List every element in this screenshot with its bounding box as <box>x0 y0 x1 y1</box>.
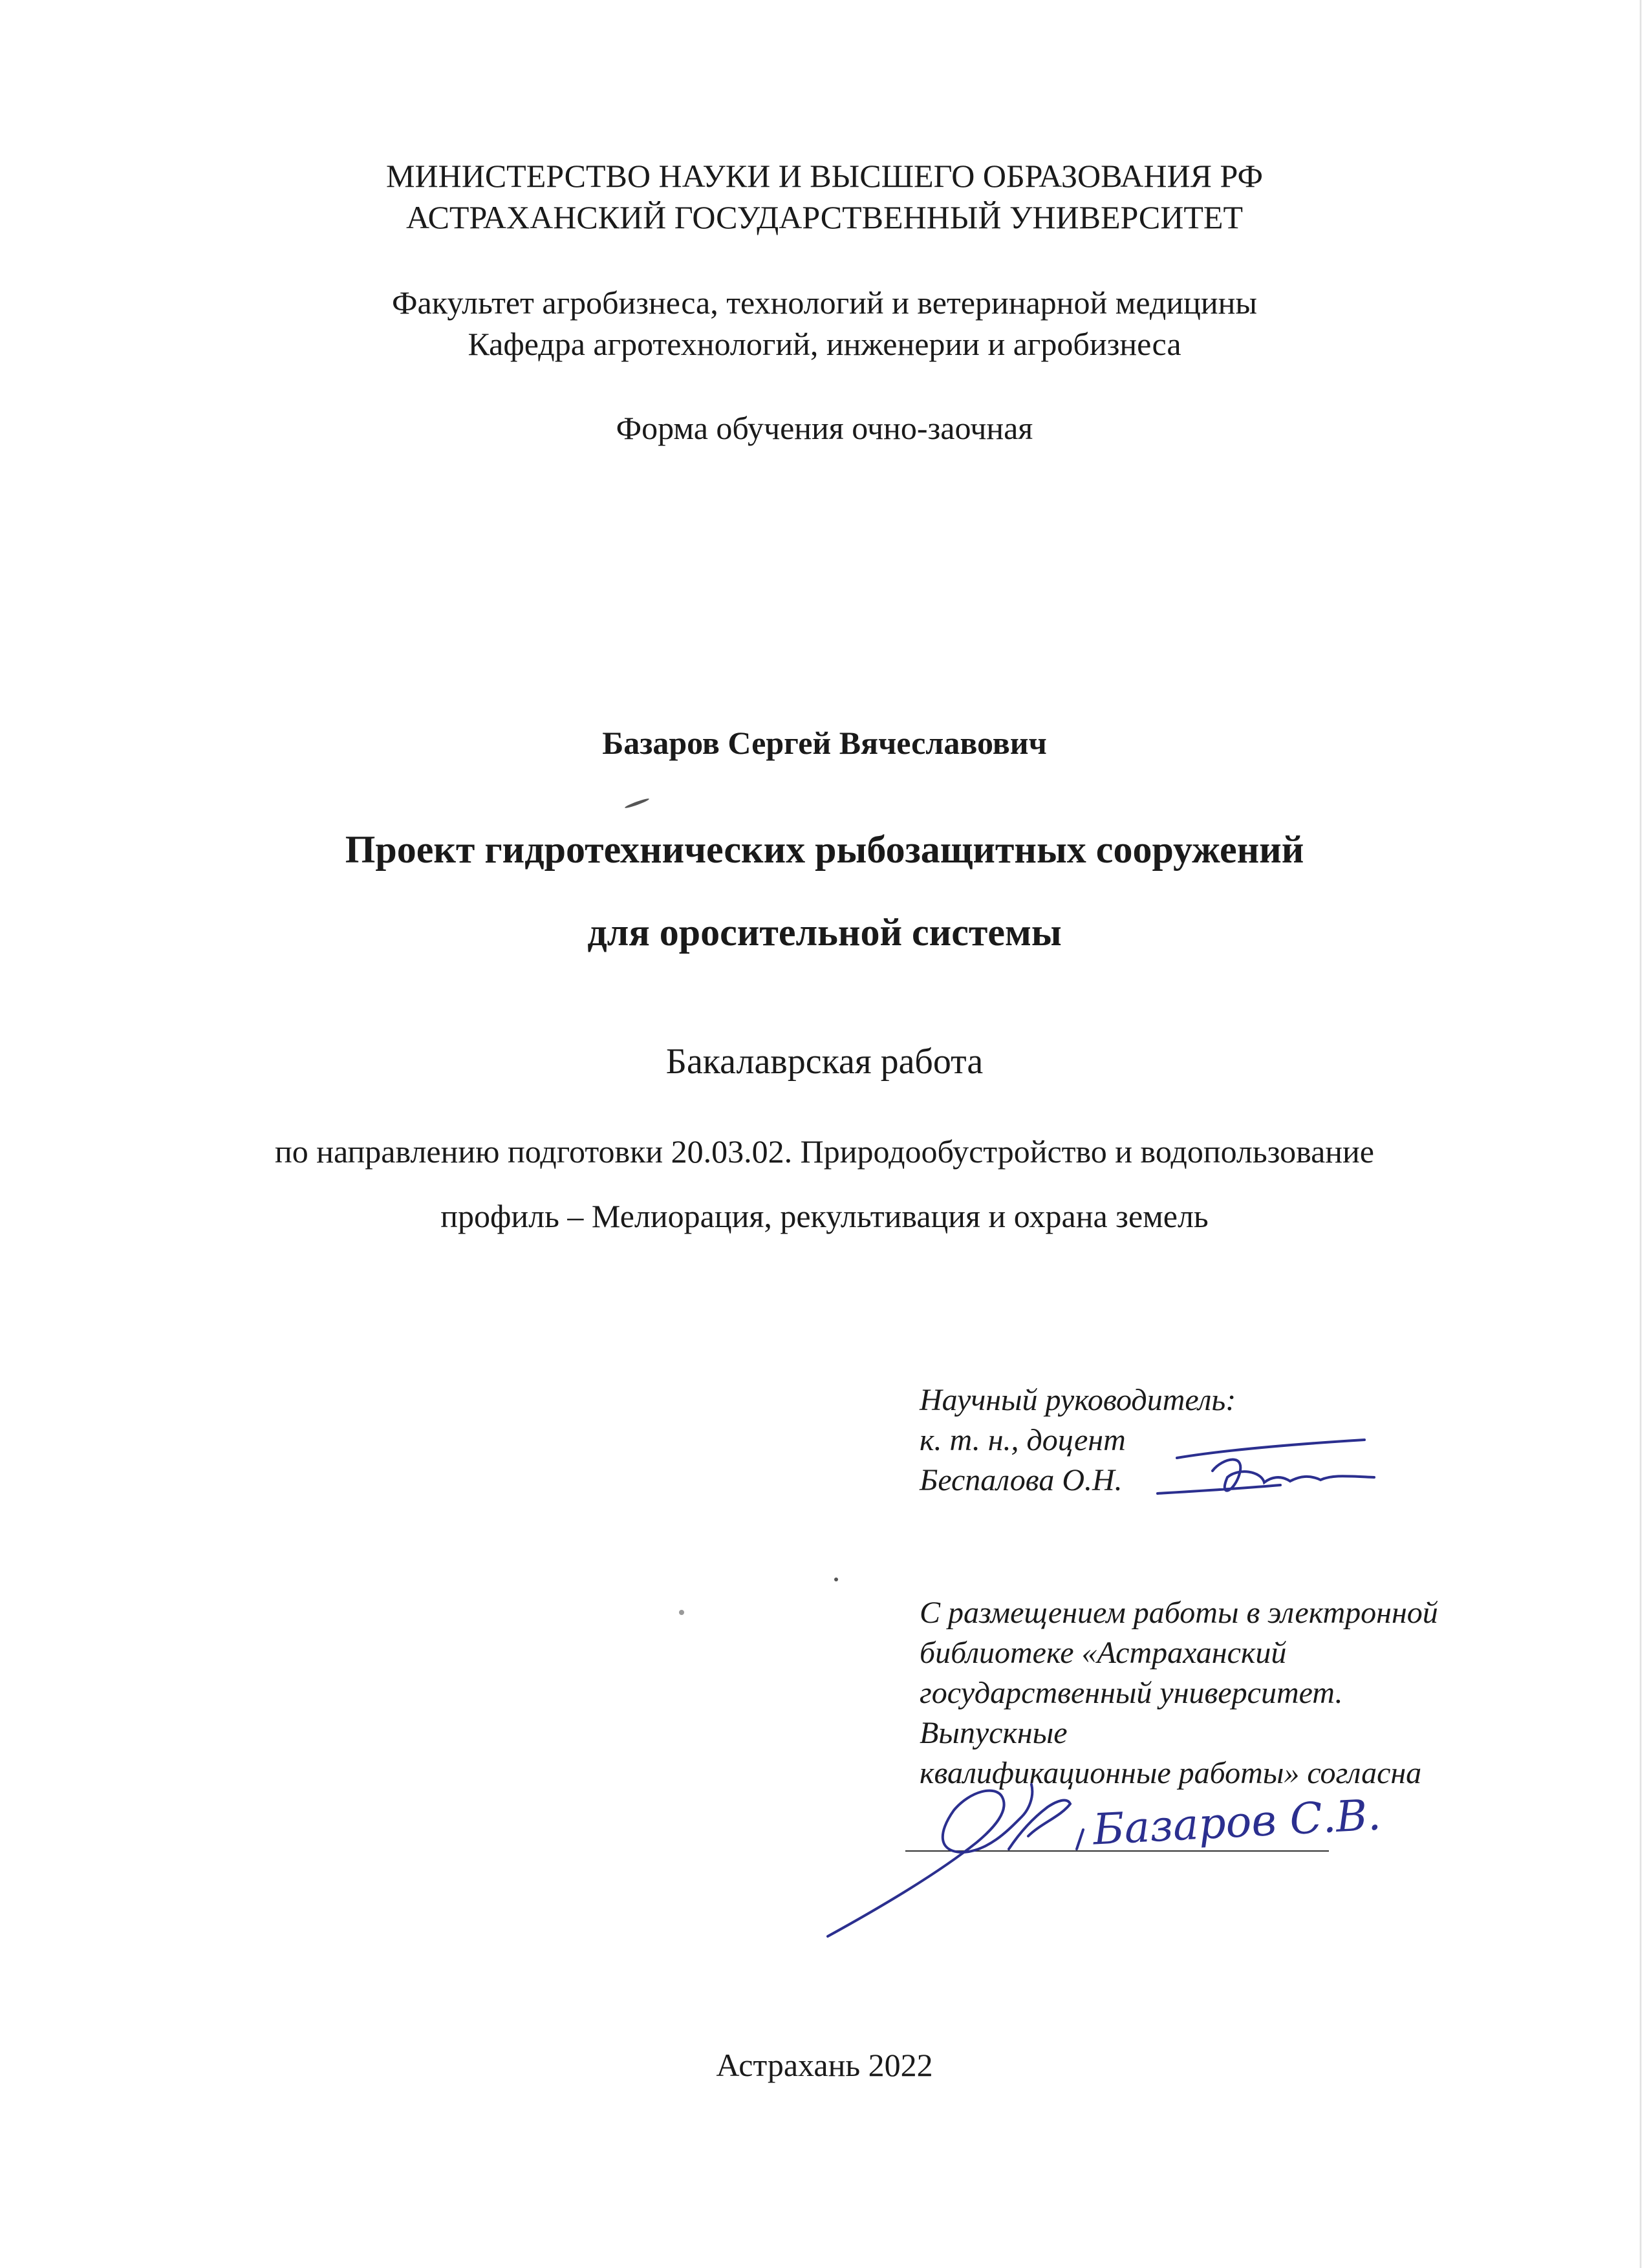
ministry-line: МИНИСТЕРСТВО НАУКИ И ВЫСШЕГО ОБРАЗОВАНИЯ РФ <box>386 158 1263 194</box>
university-line: АСТРАХАНСКИЙ ГОСУДАРСТВЕННЫЙ УНИВЕРСИТЕТ <box>405 199 1244 235</box>
author-name: Базаров Сергей Вячеславович <box>602 725 1047 761</box>
direction-line-1: по направлению подготовки 20.03.02. Природообустройство и водопользование <box>275 1133 1374 1170</box>
consent-block <box>920 1593 1438 1793</box>
consent-line-4: Выпускные <box>920 1716 1068 1750</box>
scan-speck <box>679 1610 684 1615</box>
consent-line-1: С размещением работы в электронной <box>920 1596 1438 1630</box>
supervisor-signature <box>1151 1432 1384 1516</box>
consent-line-2: библиотеке «Астраханский <box>920 1636 1287 1670</box>
thesis-title-line-2: для оросительной системы <box>587 911 1062 954</box>
student-handwritten-name: Базаров С.В. <box>1092 1790 1383 1855</box>
department-line: Кафедра агротехнологий, инженерии и агробизнеса <box>468 326 1181 362</box>
scan-speck <box>834 1578 838 1581</box>
direction-line-2: профиль – Мелиорация, рекультивация и охрана земель <box>440 1198 1209 1234</box>
faculty-line: Факультет агробизнеса, технологий и ветеринарной медицины <box>392 284 1257 321</box>
supervisor-label: Научный руководитель: <box>920 1383 1236 1417</box>
city-year: Астрахань 2022 <box>716 2047 933 2083</box>
study-form-line: Форма обучения очно-заочная <box>616 410 1033 446</box>
supervisor-degree: к. т. н., доцент <box>920 1423 1126 1457</box>
work-type: Бакалаврская работа <box>665 1042 984 1082</box>
thesis-title-line-1: Проект гидротехнических рыбозащитных сооружений <box>345 828 1304 871</box>
supervisor-name: Беспалова О.Н. <box>920 1463 1123 1497</box>
consent-line-5: квалификационные работы» согласна <box>920 1756 1422 1790</box>
scan-mark <box>624 797 649 809</box>
consent-line-3: государственный университет. <box>920 1676 1343 1710</box>
